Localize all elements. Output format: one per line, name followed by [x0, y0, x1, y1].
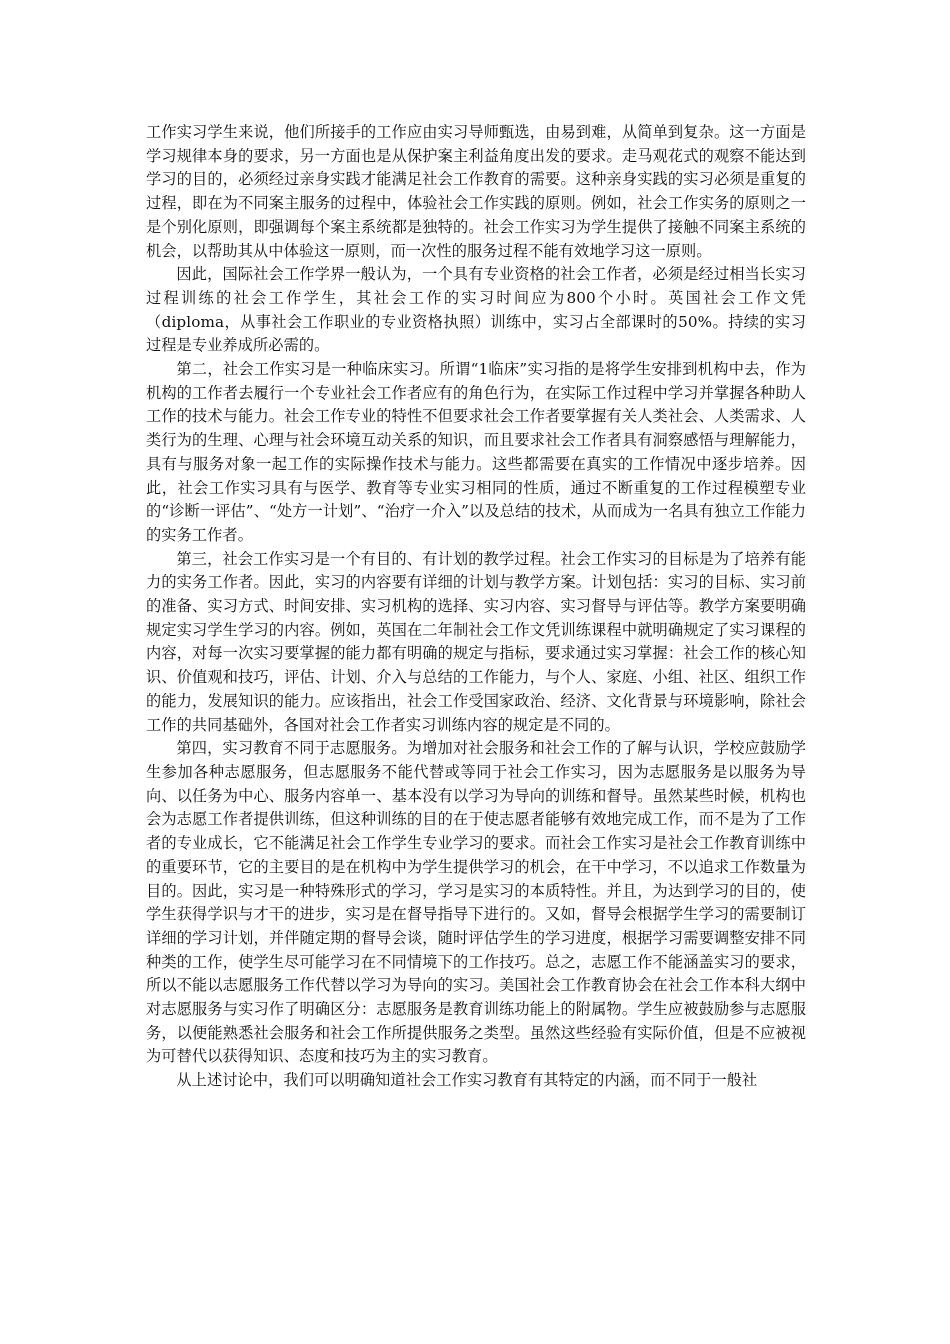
- paragraph-internship-hours: 因此，国际社会工作学界一般认为，一个具有专业资格的社会工作者，必须是经过相当长实习过程训练的社会工作学生，其社会工作的实习时间应为800个小时。英国社会工作文凭（diploma，从事社会工作职业的专业资格执照）训练中，实习占全部课时的50%。持续的实习过程是专业养成所必需的。: [146, 265, 806, 355]
- paragraph-clinical-internship: 第二，社会工作实习是一种临床实习。所谓“1临床”实习指的是将学生安排到机构中去，作为机构的工作者去履行一个专业社会工作者应有的角色行为，在实际工作过程中学习并掌握各种助人工作的技术与能力。社会工作专业的特性不但要求社会工作者要掌握有关人类社会、人类需求、人类行为的生理、心理与社会环境互动关系的知识，而且要求社会工作者具有洞察感悟与理解能力，具有与服务对象一起工作的实际操作技术与能力。这些都需要在真实的工作情况中逐步培养。因此，社会工作实习具有与医学、教育等专业实习相同的性质，通过不断重复的工作过程模塑专业的“诊断一评估”、“处方一计划”、“治疗一介入”以及总结的技术，从而成为一名具有独立工作能力的实务工作者。: [146, 360, 806, 544]
- paragraph-volunteer-service-difference: 第四，实习教育不同于志愿服务。为增加对社会服务和社会工作的了解与认识，学校应鼓励学生参加各种志愿服务，但志愿服务不能代替或等同于社会工作实习，因为志愿服务是以服务为导向、以任务为中心、服务内容单一、基本没有以学习为导向的训练和督导。虽然某些时候，机构也会为志愿工作者提供训练，但这种训练的目的在于使志愿者能够有效地完成工作，而不是为了工作者的专业成长，它不能满足社会工作学生专业学习的要求。而社会工作实习是社会工作教育训练中的重要环节，它的主要目的是在机构中为学生提供学习的机会，在干中学习，不以追求工作数量为目的。因此，实习是一种特殊形式的学习，学习是实习的本质特性。并且，为达到学习的目的，使学生获得学识与才干的进步，实习是在督导指导下进行的。又如，督导会根据学生学习的需要制订详细的学习计划，并伴随定期的督导会谈，随时评估学生的学习进度，根据学习需要调整安排不同种类的工作，使学生尽可能学习在不同情境下的工作技巧。总之，志愿工作不能涵盖实习的要求，所以不能以志愿服务工作代替以学习为导向的实习。美国社会工作教育协会在社会工作本科大纲中对志愿服务与实习作了明确区分：志愿服务是教育训练功能上的附属物。学生应被鼓励参与志愿服务，以便能熟悉社会服务和社会工作所提供服务之类型。虽然这些经验有实际价值，但是不应被视为可替代以获得知识、态度和技巧为主的实习教育。: [146, 739, 806, 1066]
- body-text: [146, 121, 806, 1093]
- paragraph-continued-practice-process: 工作实习学生来说，他们所接手的工作应由实习导师甄选，由易到难，从简单到复杂。这一方面是学习规律本身的要求，另一方面也是从保护案主利益角度出发的要求。走马观花式的观察不能达到学习的目的，必须经过亲身实践才能满足社会工作教育的需要。这种亲身实践的实习必须是重复的过程，即在为不同案主服务的过程中，体验社会工作实践的原则。例如，社会工作实务的原则之一是个别化原则，即强调每个案主系统都是独特的。社会工作实习为学生提供了接触不同案主系统的机会，以帮助其从中体验这一原则，而一次性的服务过程不能有效地学习这一原则。: [146, 123, 806, 260]
- paragraph-conclusion-start: 从上述讨论中，我们可以明确知道社会工作实习教育有其特定的内涵，而不同于一般社: [176, 1071, 758, 1090]
- paragraph-planned-teaching-process: 第三，社会工作实习是一个有目的、有计划的教学过程。社会工作实习的目标是为了培养有能力的实务工作者。因此，实习的内容要有详细的计划与教学方案。计划包括：实习的目标、实习前的准备、实习方式、时间安排、实习机构的选择、实习内容、实习督导与评估等。教学方案要明确规定实习学生学习的内容。例如，英国在二年制社会工作文凭训练课程中就明确规定了实习课程的内容，对每一次实习要掌握的能力都有明确的规定与指标，要求通过实习掌握：社会工作的核心知识、价值观和技巧，评估、计划、介入与总结的工作能力，与个人、家庭、小组、社区、组织工作的能力，发展知识的能力。应该指出，社会工作受国家政治、经济、文化背景与环境影响，除社会工作的共同基础外，各国对社会工作者实习训练内容的规定是不同的。: [146, 549, 806, 734]
